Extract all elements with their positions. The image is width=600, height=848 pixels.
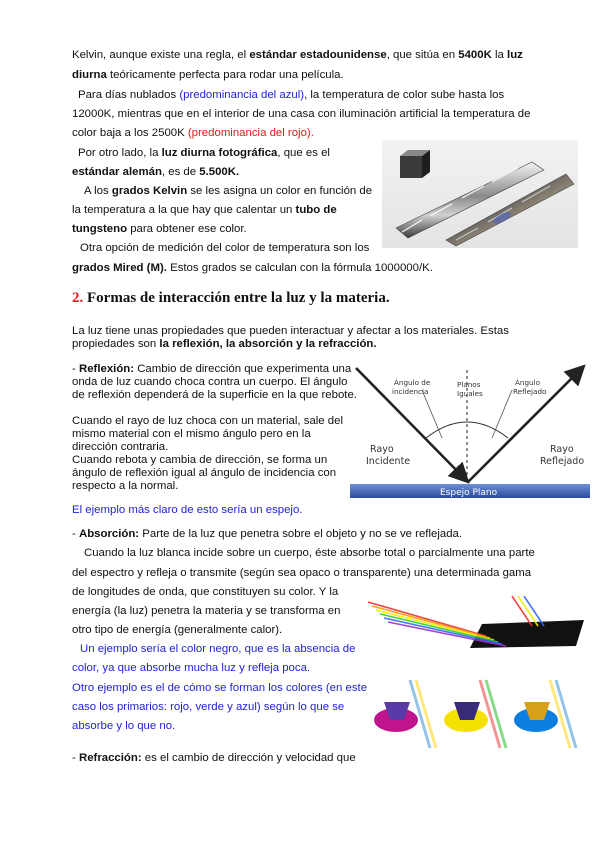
label-rayo-reflejado-1: Rayo xyxy=(550,444,574,455)
cyan-example xyxy=(514,680,576,748)
svg-text:Ángulo de incidencia P xyxy=(392,378,546,398)
para-nublados-line3: color baja a los 2500K (predominancia del rojo). xyxy=(72,127,314,139)
label-angulo-incidencia-2: incidencia xyxy=(392,387,429,396)
absorcion-line5: energía (la luz) penetra la materia y se transforma en xyxy=(72,605,341,617)
para-grados-line3: tungsteno para obtener ese color. xyxy=(72,223,247,235)
section-heading: 2. Formas de interacción entre la luz y la materia. xyxy=(72,290,390,306)
yellow-example xyxy=(444,680,506,748)
para-aleman-line1: Por otro lado, la luz diurna fotográfica, que es el xyxy=(78,147,330,159)
absorcion-example-line2: color, ya que absorbe mucha luz y refleja poca. xyxy=(72,662,311,674)
magenta-example xyxy=(374,680,436,748)
absorcion-line6: otro tipo de energía (generalmente calor). xyxy=(72,624,283,636)
reflexion-line8: ángulo de reflexión igual al ángulo de incidencia con xyxy=(72,467,337,479)
para-aleman-line2: estándar alemán, es de 5.500K. xyxy=(72,166,240,178)
primary-colors-figure xyxy=(370,672,584,758)
reflexion-example: El ejemplo más claro de esto sería un espejo. xyxy=(72,504,303,516)
para-mired-line2: grados Mired (M). Estos grados se calculan con la fórmula 1000000/K. xyxy=(72,262,433,274)
label-planos-2: Iguales xyxy=(457,389,483,398)
label-angulo-incidencia-1: Ángulo de xyxy=(394,378,431,387)
para-grados-line2: la temperatura a la que hay que calentar un tubo de xyxy=(72,204,337,216)
para-mired-line1: Otra opción de medición del color de temperatura son los xyxy=(80,242,370,254)
label-rayo-reflejado-2: Reflejado xyxy=(540,456,585,467)
reflexion-line7: Cuando rebota y cambia de dirección, se forma un xyxy=(72,454,328,466)
para-kelvin-line1: Kelvin, aunque existe una regla, el estándar estadounidense, que sitúa en 5400K la luz xyxy=(72,49,523,61)
absorcion-example-line3: Otro ejemplo es el de cómo se forman los colores (en este xyxy=(72,682,368,694)
absorcion-line2: Cuando la luz blanca incide sobre un cuerpo, éste absorbe total o parcialmente una parte xyxy=(84,547,535,559)
black-surface xyxy=(470,620,584,648)
para-nublados-line1: Para días nublados (predominancia del azul), la temperatura de color sube hasta los xyxy=(78,89,505,101)
reflexion-line2: onda de luz cuando choca contra un cuerpo. El ángulo xyxy=(72,376,348,388)
label-angulo-reflejado-1: Ángulo xyxy=(515,378,540,387)
reflection-diagram xyxy=(350,360,590,502)
absorcion-line4: de longitudes de onda, que constituyen su color. Y la xyxy=(72,586,339,598)
svg-text:Rayo Incidente Rayo xyxy=(366,444,584,467)
absorcion-line1: - Absorción: Parte de la luz que penetra sobre el objeto y no se ve reflejada. xyxy=(72,528,463,540)
reflexion-line4: Cuando el rayo de luz choca con un material, sale del xyxy=(72,415,344,427)
tungsten-crystal-photo xyxy=(382,140,578,248)
absorcion-example-line5: absorbe y lo que no. xyxy=(72,720,176,732)
reflexion-line6: dirección contraria. xyxy=(72,441,169,453)
absorcion-line3: del espectro y refleja o transmite (según sea opaco o transparente) una determinada gama xyxy=(72,567,532,579)
absorption-black-figure xyxy=(362,596,584,650)
reflexion-line1: - Reflexión: Cambio de dirección que experimenta una xyxy=(72,363,352,375)
para-kelvin-line2: diurna teóricamente perfecta para rodar una película. xyxy=(72,69,344,81)
label-rayo-incidente-2: Incidente xyxy=(366,456,411,467)
label-planos-1: Planos xyxy=(457,380,481,389)
label-espejo-plano: Espejo Plano xyxy=(440,488,498,498)
reflexion-line3: de reflexión dependerá de la superficie en la que rebote. xyxy=(72,389,357,401)
reflexion-line5: mismo material con el mismo ángulo pero en la xyxy=(72,428,311,440)
para-nublados-line2: 12000K, mientras que en el interior de una casa con iluminación artificial la temperatura de xyxy=(72,108,531,120)
label-angulo-reflejado-2: Reflejado xyxy=(513,387,547,396)
para-grados-line1: A los grados Kelvin se les asigna un color en función de xyxy=(84,185,373,197)
absorcion-example-line4: caso los primarios: rojo, verde y azul) según lo que se xyxy=(72,701,345,713)
reflexion-line9: respecto a la normal. xyxy=(72,480,179,492)
label-rayo-incidente-1: Rayo xyxy=(370,444,394,455)
intro-line2: propiedades son la reflexión, la absorción y la refracción. xyxy=(72,338,377,350)
absorcion-example-line1: Un ejemplo sería el color negro, que es la absencia de xyxy=(80,643,356,655)
intro-line1: La luz tiene unas propiedades que pueden interactuar y afectar a los materiales. Estas xyxy=(72,325,509,337)
refraccion-line1: - Refracción: es el cambio de dirección y velocidad que xyxy=(72,752,356,764)
